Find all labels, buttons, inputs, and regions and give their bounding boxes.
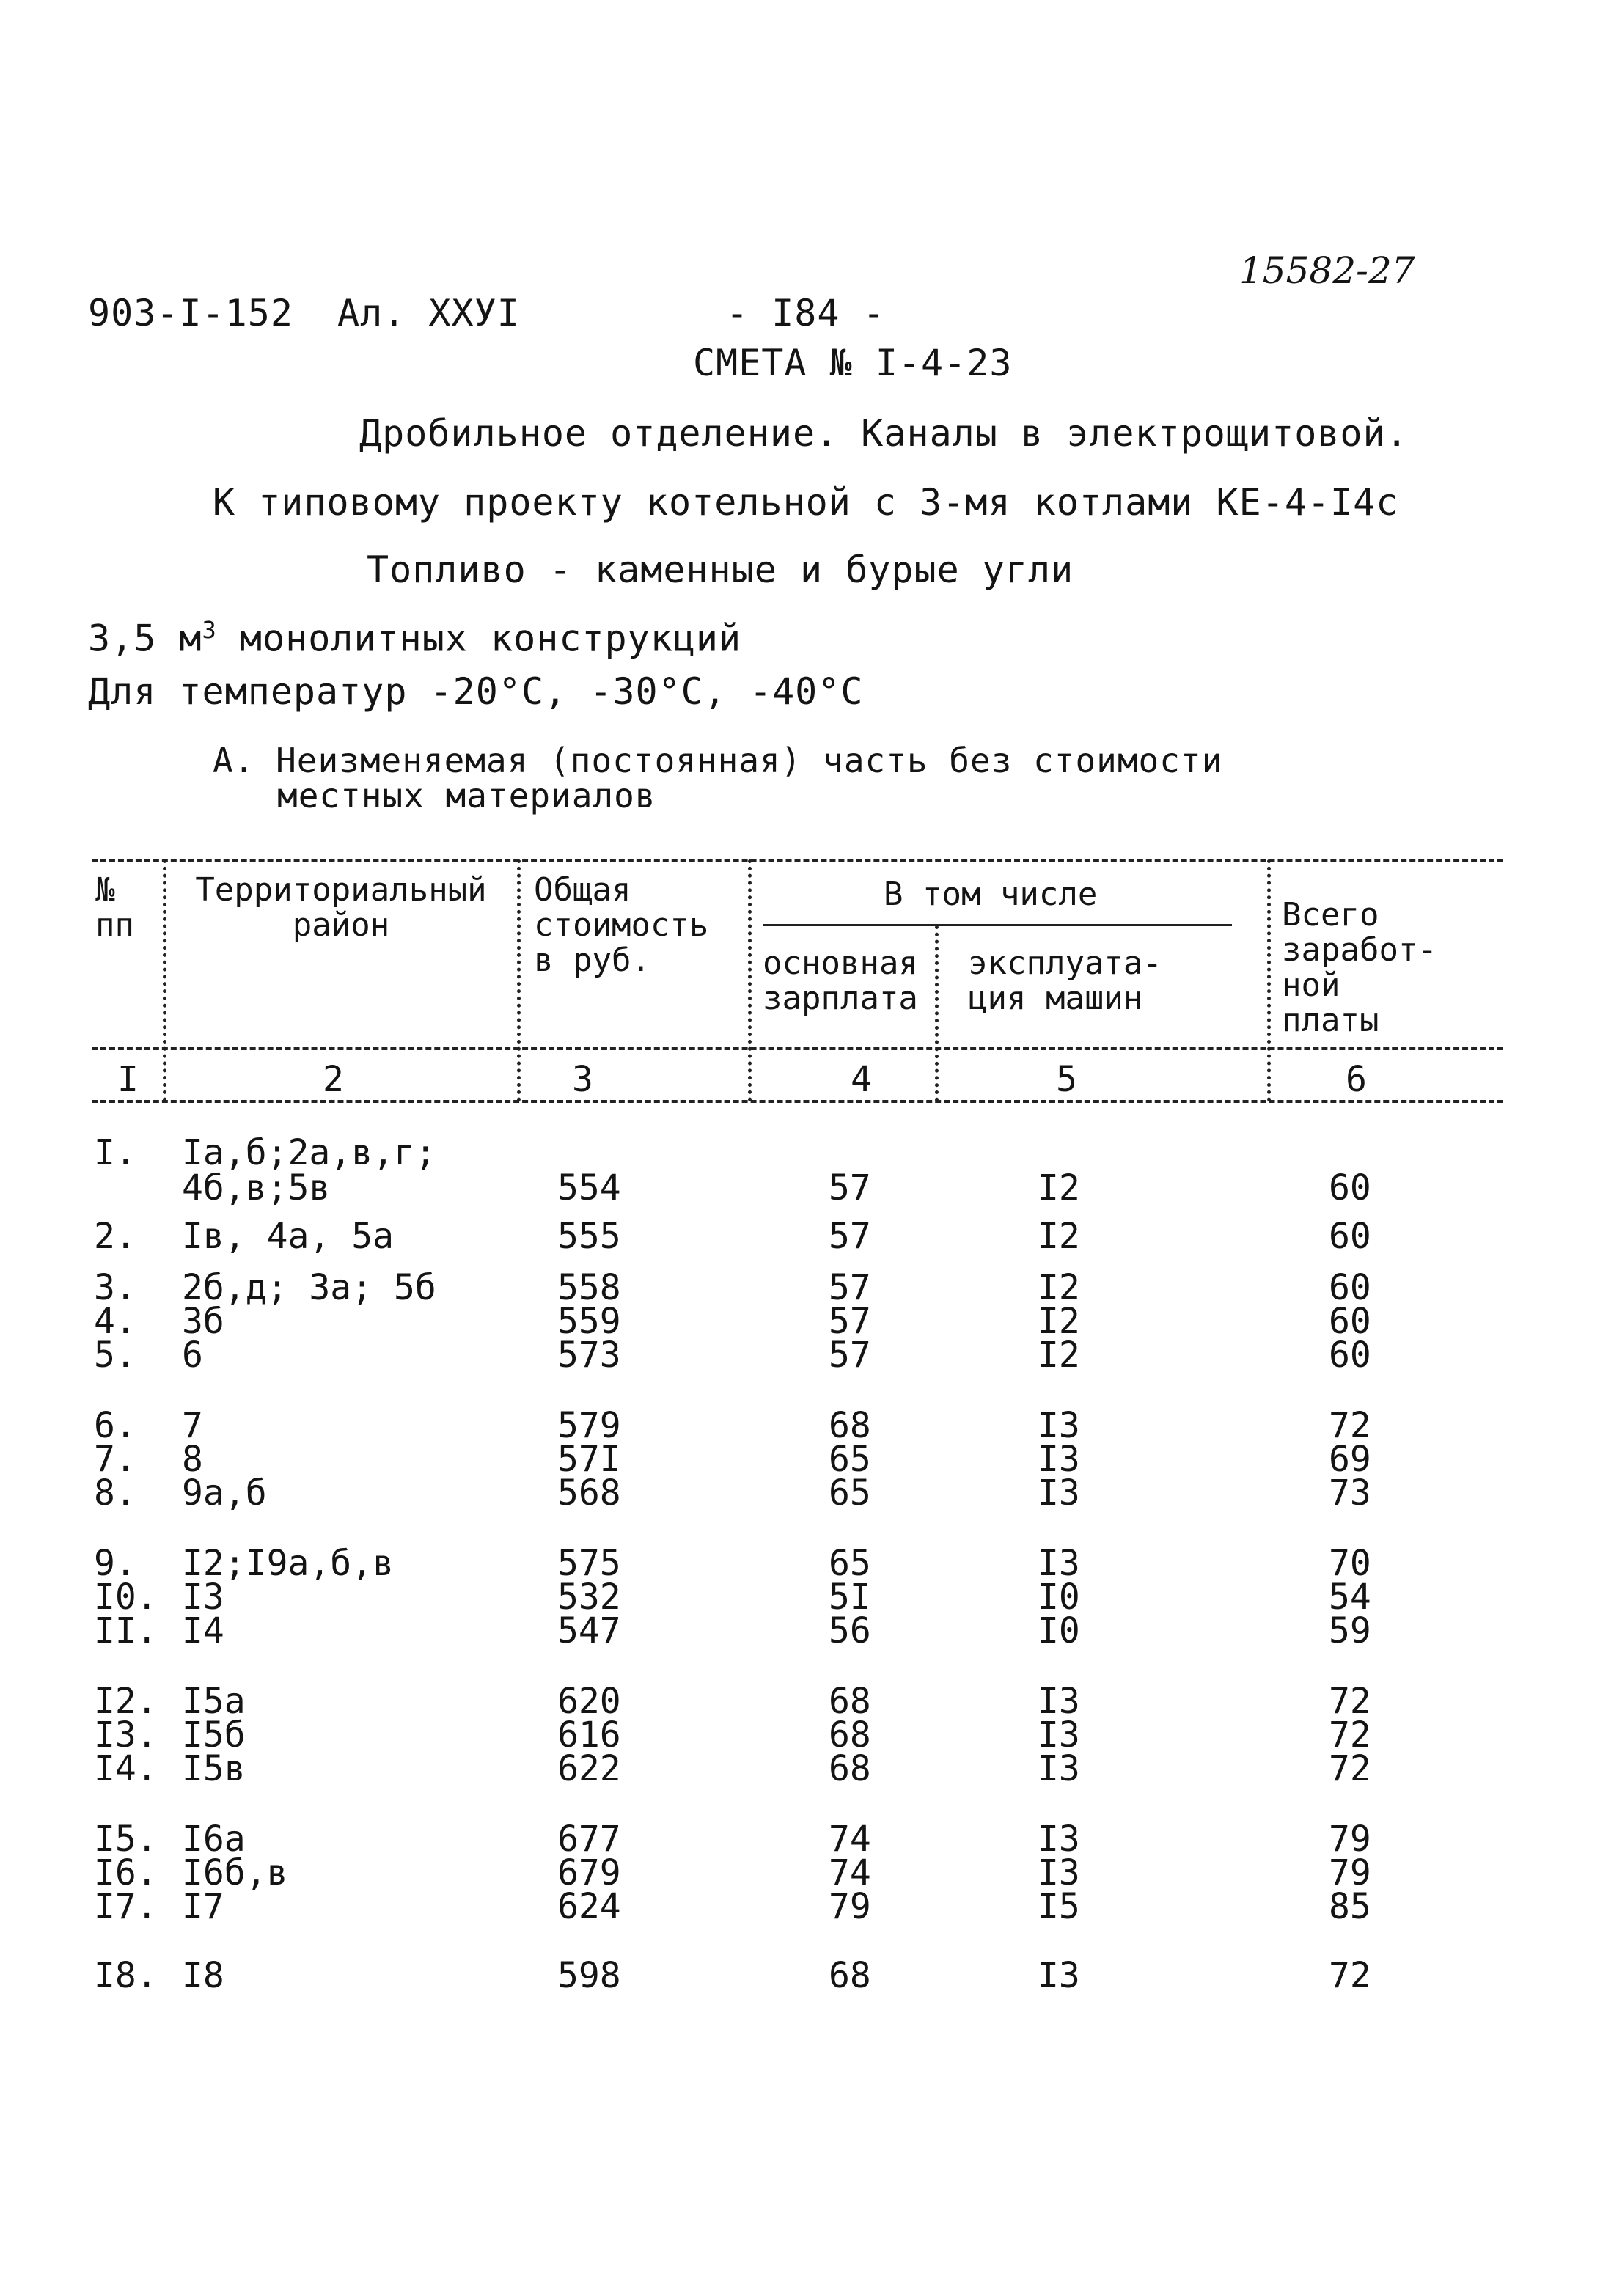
row-wages: 60: [1329, 1167, 1371, 1208]
row-total-cost: 579: [557, 1405, 621, 1446]
row-number: I3.: [94, 1714, 158, 1756]
row-machines: I0: [1038, 1610, 1080, 1651]
row-district-cont: 4б,в;5в: [182, 1167, 331, 1208]
object-title: Дробильное отделение. Каналы в электрощитовой.: [359, 412, 1409, 455]
row-wages: 72: [1329, 1405, 1371, 1446]
row-total-cost: 598: [557, 1955, 621, 1996]
row-machines: I2: [1038, 1167, 1080, 1208]
row-salary: 57: [829, 1301, 871, 1342]
row-machines: I3: [1038, 1543, 1080, 1584]
row-number: 9.: [94, 1543, 136, 1584]
row-district: 2б,д; 3а; 5б: [182, 1267, 436, 1308]
row-wages: 72: [1329, 1955, 1371, 1996]
col-divider-3: [748, 859, 752, 1101]
row-machines: I2: [1038, 1216, 1080, 1257]
row-wages: 60: [1329, 1335, 1371, 1376]
row-wages: 69: [1329, 1439, 1371, 1480]
row-machines: I2: [1038, 1301, 1080, 1342]
row-wages: 60: [1329, 1301, 1371, 1342]
col-header-district: Территориальный район: [195, 871, 487, 944]
row-wages: 72: [1329, 1714, 1371, 1756]
row-total-cost: 620: [557, 1681, 621, 1722]
row-wages: 70: [1329, 1543, 1371, 1584]
col-number-2: 2: [323, 1059, 344, 1100]
row-district: I5а: [182, 1681, 246, 1722]
row-number: 3.: [94, 1267, 136, 1308]
row-number: 4.: [94, 1301, 136, 1342]
row-number: 6.: [94, 1405, 136, 1446]
row-wages: 72: [1329, 1681, 1371, 1722]
colnum-bottom-rule: [92, 1100, 1503, 1103]
handwritten-number: 15582-27: [1239, 249, 1415, 292]
row-number: I0.: [94, 1577, 158, 1618]
row-salary: 68: [829, 1405, 871, 1446]
row-total-cost: 575: [557, 1543, 621, 1584]
col-number-4: 4: [851, 1059, 872, 1100]
row-machines: I2: [1038, 1267, 1080, 1308]
row-salary: 65: [829, 1472, 871, 1514]
row-salary: 57: [829, 1216, 871, 1257]
volume-line: 3,5 $м^3$ монолитных конструкций: [88, 616, 742, 660]
row-salary: 5I: [829, 1577, 871, 1618]
row-district: I6б,в: [182, 1852, 288, 1893]
row-salary: 68: [829, 1681, 871, 1722]
col-header-wages: Всего заработ- ной платы: [1282, 896, 1437, 1039]
row-district: 6: [182, 1335, 203, 1376]
row-district: I5б: [182, 1714, 246, 1756]
row-wages: 73: [1329, 1472, 1371, 1514]
row-district: I3: [182, 1577, 224, 1618]
row-district: 9а,б: [182, 1472, 267, 1514]
section-title: А. Неизменяемая (постоянная) часть без стоимости: [213, 741, 1223, 780]
row-salary: 57: [829, 1267, 871, 1308]
col-divider-1: [163, 859, 166, 1101]
row-number: II.: [94, 1610, 158, 1651]
col-header-group: В том числе: [884, 876, 1098, 913]
row-wages: 54: [1329, 1577, 1371, 1618]
row-total-cost: 559: [557, 1301, 621, 1342]
smeta-title: СМЕТА № I-4-23: [693, 342, 1013, 384]
row-district: I8: [182, 1955, 224, 1996]
row-district: I2;I9а,б,в: [182, 1543, 394, 1584]
row-number: I.: [94, 1132, 136, 1173]
fuel-title: Топливо - каменные и бурые угли: [367, 549, 1074, 591]
row-district: 7: [182, 1405, 203, 1446]
temperatures-line: Для температур -20°С, -30°С, -40°С: [88, 670, 864, 713]
row-total-cost: 532: [557, 1577, 621, 1618]
row-district: I6а: [182, 1819, 246, 1860]
col-header-number: № пп: [95, 871, 134, 944]
row-number: I6.: [94, 1852, 158, 1893]
row-machines: I3: [1038, 1819, 1080, 1860]
row-machines: I0: [1038, 1577, 1080, 1618]
row-district: Iа,б;2а,в,г;: [182, 1132, 436, 1173]
row-machines: I2: [1038, 1335, 1080, 1376]
row-wages: 60: [1329, 1267, 1371, 1308]
row-total-cost: 573: [557, 1335, 621, 1376]
row-salary: 74: [829, 1819, 871, 1860]
row-machines: I5: [1038, 1886, 1080, 1927]
row-district: 8: [182, 1439, 203, 1480]
row-total-cost: 555: [557, 1216, 621, 1257]
row-number: I5.: [94, 1819, 158, 1860]
row-number: I7.: [94, 1886, 158, 1927]
col-header-total: Общая стоимость в руб.: [534, 871, 709, 979]
row-total-cost: 677: [557, 1819, 621, 1860]
row-machines: I3: [1038, 1439, 1080, 1480]
row-salary: 57: [829, 1335, 871, 1376]
row-salary: 74: [829, 1852, 871, 1893]
row-number: 2.: [94, 1216, 136, 1257]
row-total-cost: 616: [557, 1714, 621, 1756]
section-title-cont: местных материалов: [277, 776, 656, 815]
page-number: - I84 -: [726, 292, 886, 334]
row-salary: 68: [829, 1955, 871, 1996]
col-number-6: 6: [1346, 1059, 1367, 1100]
row-salary: 56: [829, 1610, 871, 1651]
col-header-salary: основная зарплата: [763, 945, 918, 1017]
row-machines: I3: [1038, 1405, 1080, 1446]
row-number: 5.: [94, 1335, 136, 1376]
row-total-cost: 622: [557, 1748, 621, 1789]
document-code: 903-I-152: [88, 292, 293, 334]
project-title: К типовому проекту котельной с 3-мя котлами КЕ-4-I4с: [213, 481, 1399, 524]
row-wages: 79: [1329, 1852, 1371, 1893]
row-wages: 59: [1329, 1610, 1371, 1651]
row-total-cost: 558: [557, 1267, 621, 1308]
col-divider-2: [517, 859, 521, 1101]
row-number: I2.: [94, 1681, 158, 1722]
row-district: I4: [182, 1610, 224, 1651]
row-salary: 57: [829, 1167, 871, 1208]
row-machines: I3: [1038, 1955, 1080, 1996]
col-header-machines: эксплуата- ция машин: [968, 945, 1162, 1017]
row-total-cost: 547: [557, 1610, 621, 1651]
row-total-cost: 568: [557, 1472, 621, 1514]
row-wages: 60: [1329, 1216, 1371, 1257]
row-number: 7.: [94, 1439, 136, 1480]
col-number-5: 5: [1056, 1059, 1077, 1100]
row-total-cost: 679: [557, 1852, 621, 1893]
row-district: I5в: [182, 1748, 246, 1789]
table-top-rule: [92, 859, 1503, 862]
row-total-cost: 554: [557, 1167, 621, 1208]
row-machines: I3: [1038, 1681, 1080, 1722]
col-divider-5: [1267, 859, 1271, 1101]
row-number: I8.: [94, 1955, 158, 1996]
row-district: I7: [182, 1886, 224, 1927]
row-salary: 68: [829, 1748, 871, 1789]
row-machines: I3: [1038, 1714, 1080, 1756]
album-number: Ал. XXУI: [337, 292, 520, 334]
row-machines: I3: [1038, 1472, 1080, 1514]
row-machines: I3: [1038, 1748, 1080, 1789]
row-salary: 68: [829, 1714, 871, 1756]
row-district: Iв, 4а, 5а: [182, 1216, 394, 1257]
col-number-3: 3: [572, 1059, 593, 1100]
row-wages: 72: [1329, 1748, 1371, 1789]
group-header-rule: [763, 924, 1232, 926]
row-number: I4.: [94, 1748, 158, 1789]
header-bottom-rule: [92, 1047, 1503, 1050]
row-total-cost: 624: [557, 1886, 621, 1927]
row-total-cost: 57I: [557, 1439, 621, 1480]
col-divider-4: [935, 925, 939, 1101]
row-wages: 79: [1329, 1819, 1371, 1860]
row-machines: I3: [1038, 1852, 1080, 1893]
col-number-1: I: [117, 1059, 139, 1100]
row-salary: 65: [829, 1543, 871, 1584]
row-salary: 79: [829, 1886, 871, 1927]
row-wages: 85: [1329, 1886, 1371, 1927]
row-salary: 65: [829, 1439, 871, 1480]
row-district: 3б: [182, 1301, 224, 1342]
row-number: 8.: [94, 1472, 136, 1514]
